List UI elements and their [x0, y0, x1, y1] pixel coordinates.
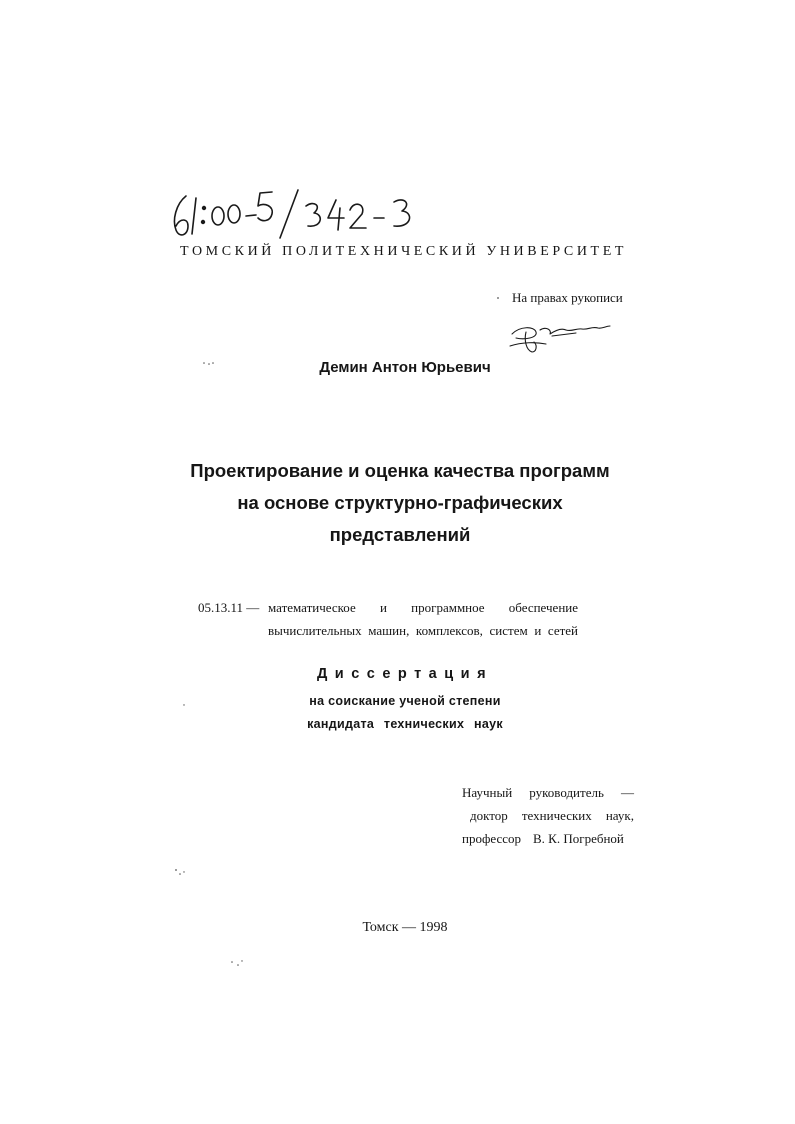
place-and-year: Томск — 1998 — [362, 920, 448, 935]
specialty-word: программное — [411, 600, 485, 615]
specialty-word: обеспечение — [508, 600, 578, 615]
specialty-code: 05.13.11 — — [198, 600, 260, 615]
author-signature — [506, 316, 616, 356]
supervisor-word: Научный — [462, 785, 513, 800]
supervisor-word: доктор — [470, 808, 508, 823]
supervisor-title: профессор — [462, 831, 522, 846]
specialty-word: и — [379, 600, 387, 615]
supervisor-line-2 — [470, 808, 634, 824]
university-name: ТОМСКИЙ ПОЛИТЕХНИЧЕСКИЙ УНИВЕРСИТЕТ — [180, 244, 628, 259]
supervisor-name: В. К. Погребной — [533, 831, 624, 846]
supervisor-word: руководитель — [529, 785, 604, 800]
specialty-line-2: вычислительных машин, комплексов, систем и сетей — [268, 623, 578, 638]
title-line-3: представлений — [329, 524, 471, 545]
specialty-line-1 — [268, 600, 578, 616]
supervisor-line-1 — [462, 785, 634, 801]
degree-line-1: на соискание ученой степени — [309, 694, 501, 708]
title-line-2: на основе структурно-графических — [237, 492, 563, 513]
author-name: Демин Антон Юрьевич — [319, 359, 491, 376]
dissertation-title — [170, 455, 630, 551]
archive-mark-handwritten — [168, 186, 428, 246]
supervisor-word: — — [620, 785, 634, 800]
supervisor-word: наук, — [605, 808, 634, 823]
degree-line-2: кандидата технических наук — [307, 717, 503, 731]
rights-note: На правах рукописи — [512, 290, 623, 305]
specialty-word: математическое — [268, 600, 356, 615]
title-line-1: Проектирование и оценка качества программ — [190, 460, 610, 481]
dissertation-heading: Диссертация — [316, 666, 494, 682]
supervisor-word: технических — [521, 808, 592, 823]
supervisor-line-3 — [462, 831, 634, 847]
